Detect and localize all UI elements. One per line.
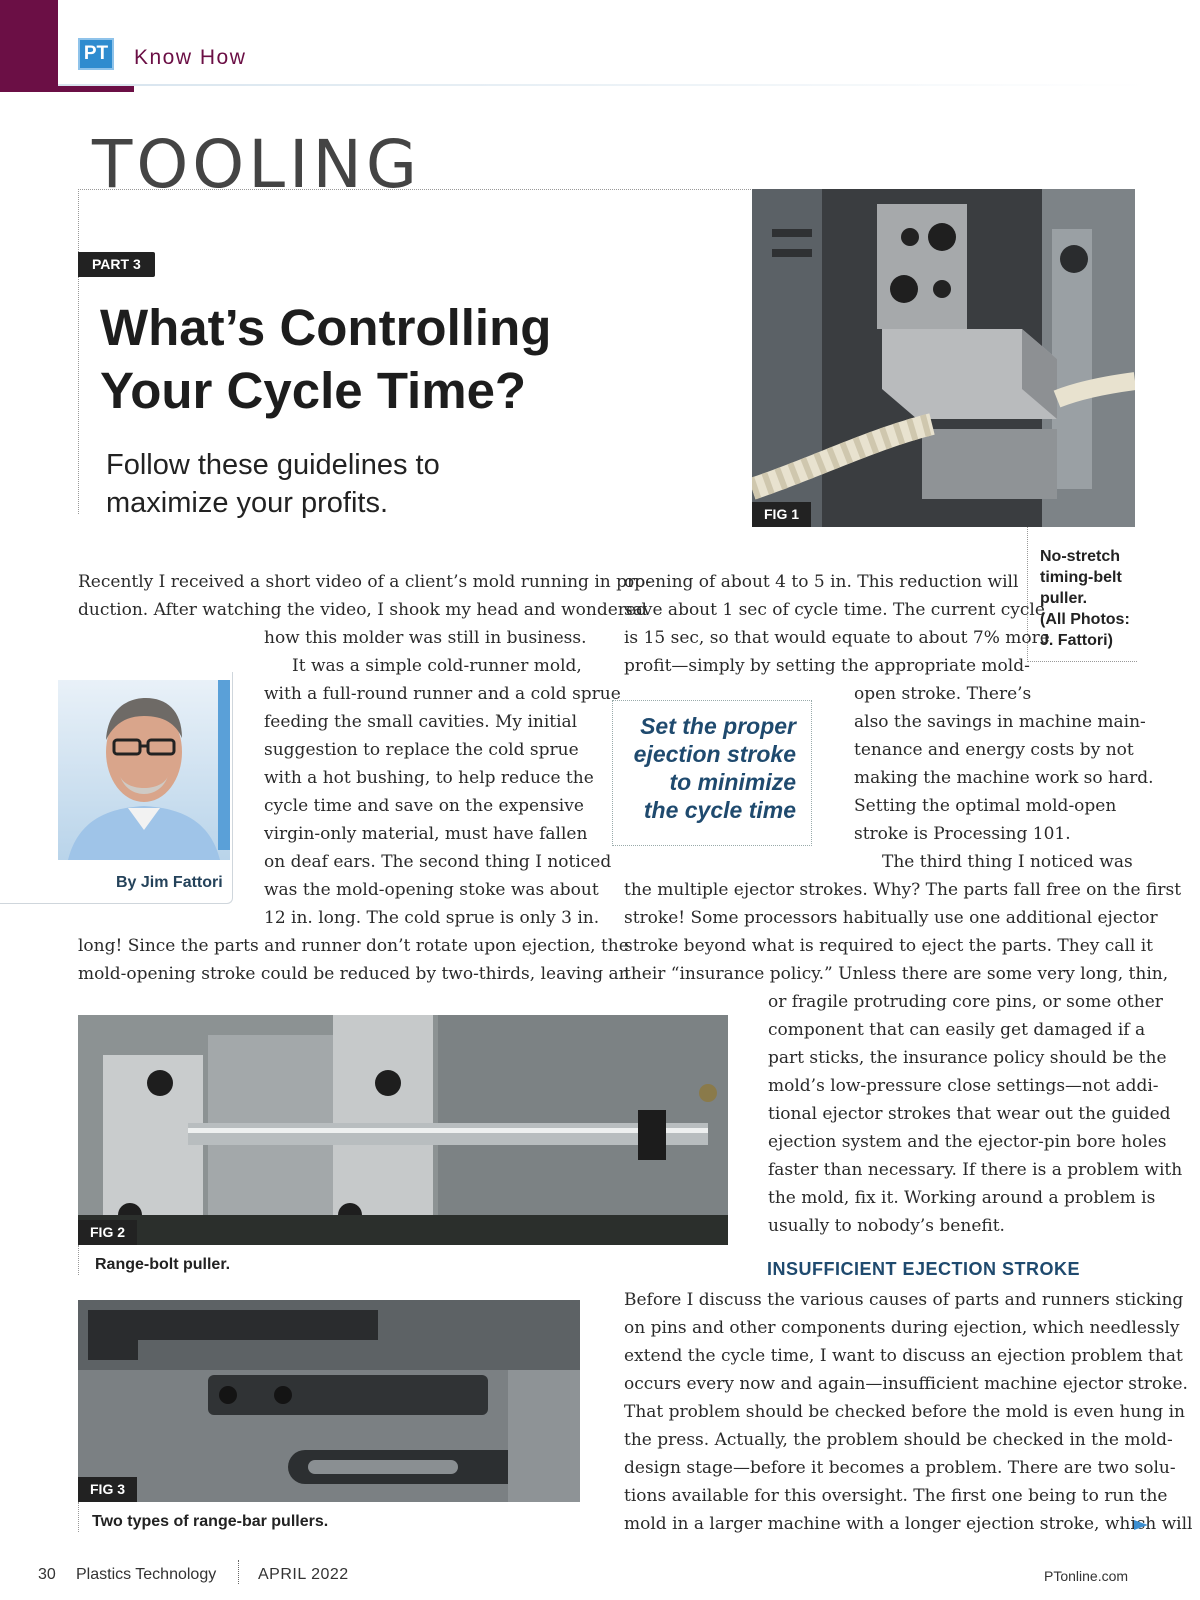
fig3-caption-rule [78, 1502, 79, 1532]
section-name: Know How [134, 46, 247, 69]
fig1-caption-line: (All Photos: [1040, 611, 1130, 628]
body-line: faster than necessary. If there is a problem with [768, 1160, 1183, 1180]
body-line: Recently I received a short video of a client’s mold running in pro- [78, 572, 652, 592]
fig1-caption-line: puller. [1040, 590, 1088, 607]
header-rule [58, 84, 1148, 86]
footer-separator [238, 1560, 239, 1584]
dek-line: Follow these guidelines to [106, 449, 440, 481]
byline: By Jim Fattori [116, 874, 223, 891]
fig1-illustration [752, 189, 1135, 527]
body-line: That problem should be checked before the mold is even hung in [624, 1402, 1185, 1422]
author-accent-bar [218, 680, 230, 850]
body-line: stroke beyond what is required to eject the parts. They call it [624, 936, 1153, 956]
body-line: The third thing I noticed was [882, 852, 1133, 872]
body-line: Setting the optimal mold-open [854, 796, 1117, 816]
fig3-tag: FIG 3 [78, 1477, 137, 1502]
body-line: It was a simple cold-runner mold, [292, 656, 582, 676]
body-line: tions available for this oversight. The first one being to run the [624, 1486, 1168, 1506]
title-frame-top [78, 189, 753, 190]
body-line: stroke! Some processors habitually use one additional ejector [624, 908, 1158, 928]
header-accent-stripe [0, 0, 58, 92]
fig1-caption-line: J. Fattori) [1040, 632, 1113, 649]
author-photo [58, 680, 230, 860]
body-line: duction. After watching the video, I shook my head and wondered [78, 600, 647, 620]
part-badge: PART 3 [78, 252, 155, 277]
body-line: profit—simply by setting the appropriate mold- [624, 656, 1030, 676]
body-line: usually to nobody’s benefit. [768, 1216, 1005, 1236]
fig2-caption: Range-bolt puller. [95, 1256, 231, 1273]
body-line: open stroke. There’s [854, 684, 1032, 704]
fig3-photo [78, 1300, 580, 1502]
body-line: their “insurance policy.” Unless there are some very long, thin, [624, 964, 1169, 984]
body-line: feeding the small cavities. My initial [264, 712, 578, 732]
body-line: Before I discuss the various causes of parts and runners sticking [624, 1290, 1184, 1310]
fig1-photo [752, 189, 1135, 527]
subhead: INSUFFICIENT EJECTION STROKE [767, 1259, 1081, 1279]
fig3-caption: Two types of range-bar pullers. [92, 1513, 329, 1530]
fig2-caption-rule [78, 1245, 79, 1275]
body-line: making the machine work so hard. [854, 768, 1154, 788]
department-title: TOOLING [92, 126, 421, 203]
body-line: mold-opening stroke could be reduced by two-thirds, leaving an [78, 964, 630, 984]
body-line: extend the cycle time, I want to discuss an ejection problem that [624, 1346, 1183, 1366]
body-line: design stage—before it becomes a problem. There are two solu- [624, 1458, 1176, 1478]
fig2-illustration [78, 1015, 728, 1245]
fig1-caption-line: No-stretch [1040, 548, 1121, 565]
body-line: 12 in. long. The cold sprue is only 3 in. [264, 908, 600, 928]
body-line: the mold, fix it. Working around a problem is [768, 1188, 1156, 1208]
body-line: opening of about 4 to 5 in. This reduction will [624, 572, 1019, 592]
body-line: with a hot bushing, to help reduce the [264, 768, 594, 788]
fig3-illustration [78, 1300, 580, 1502]
fig1-tag: FIG 1 [752, 502, 811, 527]
website-link[interactable]: PTonline.com [1044, 1568, 1129, 1584]
body-line: stroke is Processing 101. [854, 824, 1071, 844]
fig1-caption-line: timing-belt [1040, 569, 1122, 586]
fig2-tag: FIG 2 [78, 1220, 137, 1245]
body-line: the press. Actually, the problem should be checked in the mold- [624, 1430, 1173, 1450]
body-line: on deaf ears. The second thing I noticed [264, 852, 612, 872]
pullquote-line: to minimize [669, 769, 796, 795]
body-line: part sticks, the insurance policy should be the [768, 1048, 1167, 1068]
body-line: ejection system and the ejector-pin bore holes [768, 1132, 1167, 1152]
page-number: 30 [38, 1566, 56, 1583]
body-line: component that can easily get damaged if a [768, 1020, 1146, 1040]
dek [106, 446, 666, 522]
body-line: mold in a larger machine with a longer ejection stroke, which will [624, 1514, 1193, 1534]
body-line: virgin-only material, must have fallen [264, 824, 588, 844]
headline-line: Your Cycle Time? [100, 362, 527, 419]
title-frame-left [78, 189, 79, 514]
body-line: tional ejector strokes that wear out the guided [768, 1104, 1171, 1124]
body-line: the multiple ejector strokes. Why? The parts fall free on the first [624, 880, 1182, 900]
body-line: cycle time and save on the expensive [264, 796, 584, 816]
dek-line: maximize your profits. [106, 487, 389, 519]
header-accent-underline [0, 86, 134, 92]
body-line: was the mold-opening stoke was about [264, 880, 599, 900]
continued-arrow-icon [1134, 1520, 1148, 1530]
body-line: mold’s low-pressure close settings—not addi- [768, 1076, 1159, 1096]
body-line: occurs every now and again—insufficient machine ejector stroke. [624, 1374, 1188, 1394]
pt-logo: PT [78, 38, 114, 70]
body-line: long! Since the parts and runner don’t rotate upon ejection, the [78, 936, 629, 956]
body-line: tenance and energy costs by not [854, 740, 1134, 760]
body-line: with a full-round runner and a cold sprue [264, 684, 621, 704]
headline [100, 296, 700, 422]
publication-name: Plastics Technology [76, 1566, 217, 1583]
pullquote-line: Set the proper [640, 713, 796, 739]
issue-date: APRIL 2022 [258, 1566, 349, 1583]
body-line: how this molder was still in business. [264, 628, 587, 648]
body-line: save about 1 sec of cycle time. The current cycle [624, 600, 1045, 620]
headline-line: What’s Controlling [100, 299, 552, 356]
body-line: on pins and other components during ejection, which needlessly [624, 1318, 1180, 1338]
pullquote [618, 712, 796, 824]
body-line: suggestion to replace the cold sprue [264, 740, 579, 760]
fig2-photo [78, 1015, 728, 1245]
body-line: is 15 sec, so that would equate to about 7% more [624, 628, 1050, 648]
author-portrait [58, 680, 230, 860]
body-line: or fragile protruding core pins, or some other [768, 992, 1163, 1012]
pullquote-line: ejection stroke [633, 741, 796, 767]
pullquote-line: the cycle time [643, 797, 796, 823]
fig1-caption [1040, 546, 1140, 651]
body-line: also the savings in machine main- [854, 712, 1146, 732]
